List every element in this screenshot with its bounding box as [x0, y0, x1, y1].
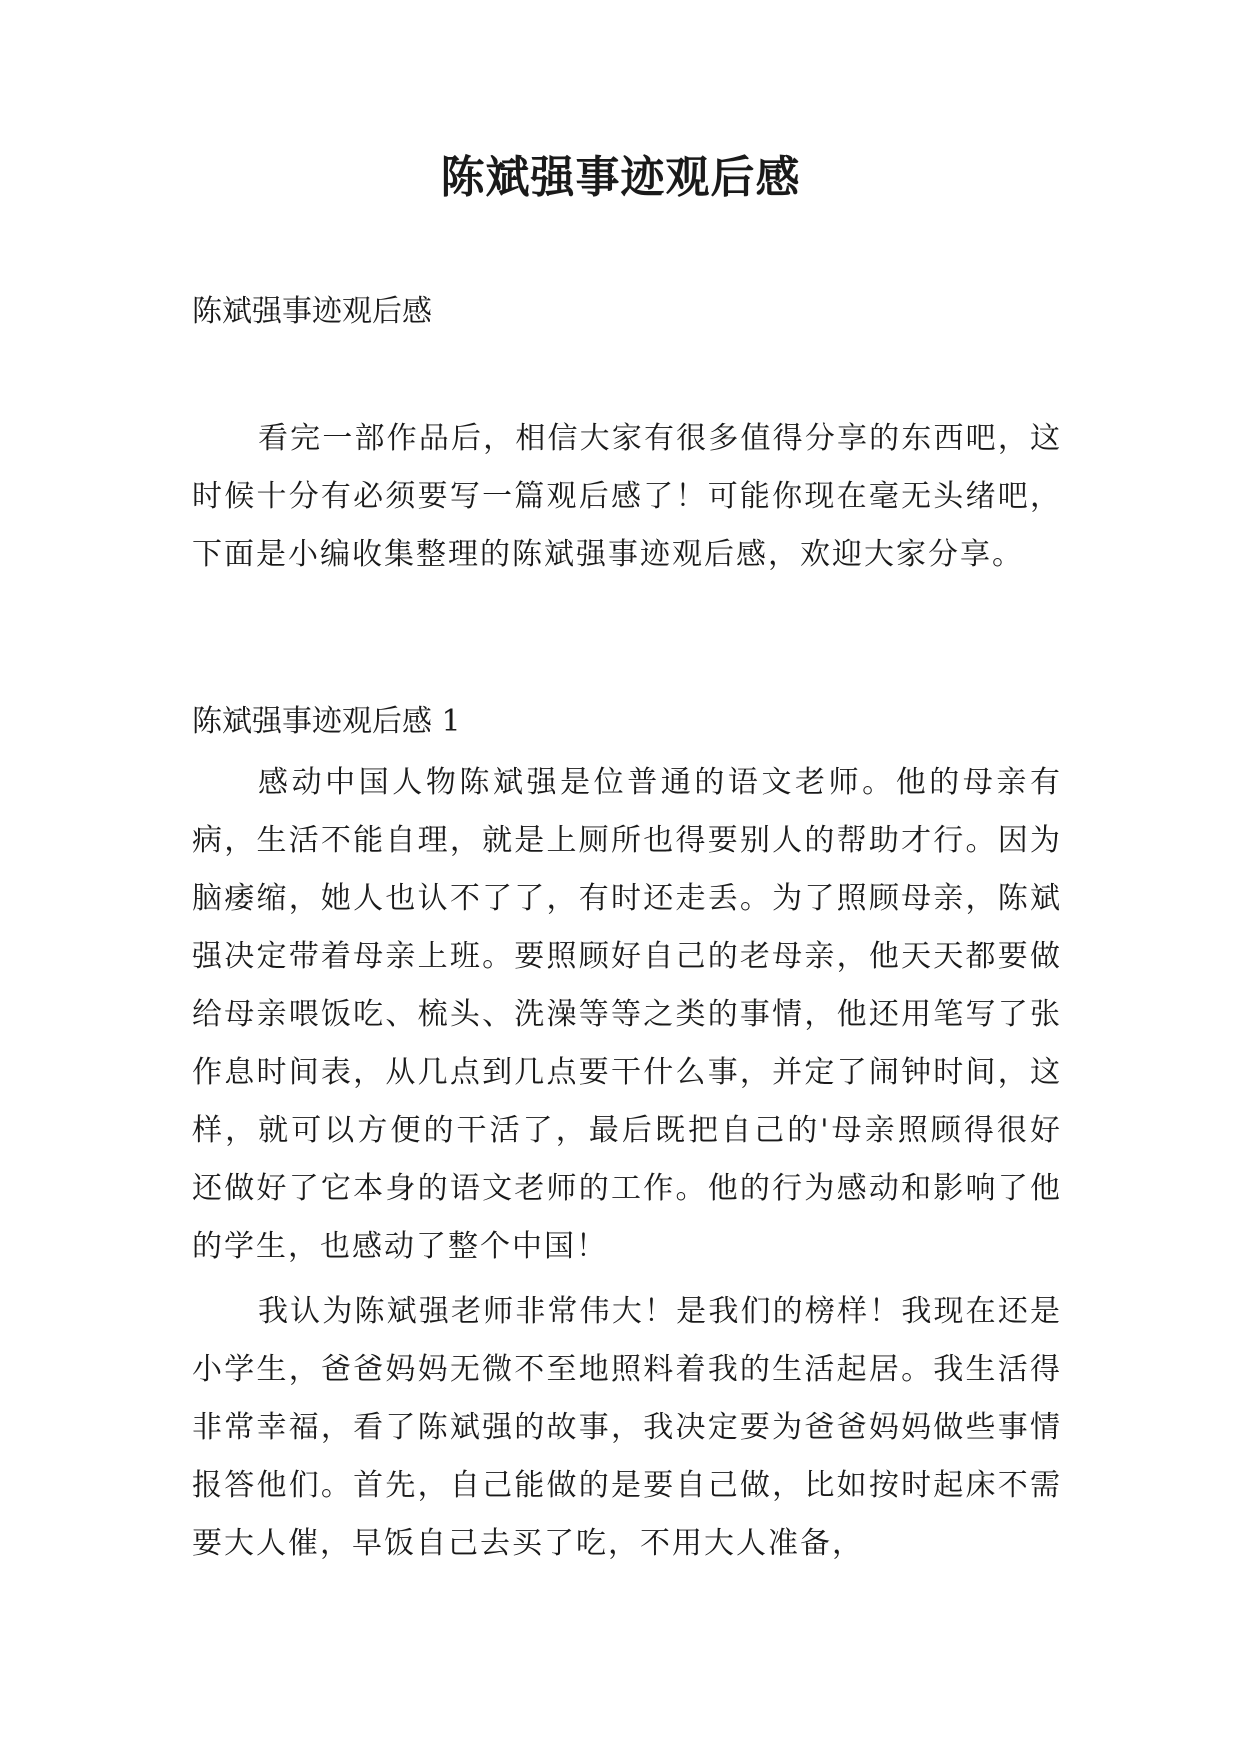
document-subtitle: 陈斌强事迹观后感 — [192, 294, 432, 329]
intro-paragraph: 看完一部作品后，相信大家有很多值得分享的东西吧，这时候十分有必须要写一篇观后感了！可能你现在毫无头绪吧，下面是小编收集整理的陈斌强事迹观后感，欢迎大家分享。 — [192, 421, 1062, 572]
section-heading: 陈斌强事迹观后感 1 — [192, 704, 461, 739]
body-paragraph: 感动中国人物陈斌强是位普通的语文老师。他的母亲有病，生活不能自理，就是上厕所也得要别人的帮助才行。因为脑痿缩，她人也认不了了，有时还走丢。为了照顾母亲，陈斌强决定带着母亲上班。要照顾好自己的老母亲，他天天都要做给母亲喂饭吃、梳头、洗澡等等之类的事情，他还用笔写了张作息时间表，从几点到几点要干什么事，并定了闹钟时间，这样，就可以方便的干活了，最后既把自己的'母亲照顾得很好还做好了它本身的语文老师的工作。他的行为感动和影响了他的学生，也感动了整个中国！ — [192, 765, 1062, 1264]
body-paragraph: 我认为陈斌强老师非常伟大！是我们的榜样！我现在还是小学生，爸爸妈妈无微不至地照料着我的生活起居。我生活得非常幸福，看了陈斌强的故事，我决定要为爸爸妈妈做些事情报答他们。首先，自己能做的是要自己做，比如按时起床不需要大人催，早饭自己去买了吃，不用大人准备， — [192, 1294, 1062, 1561]
document-title: 陈斌强事迹观后感 — [440, 152, 801, 203]
